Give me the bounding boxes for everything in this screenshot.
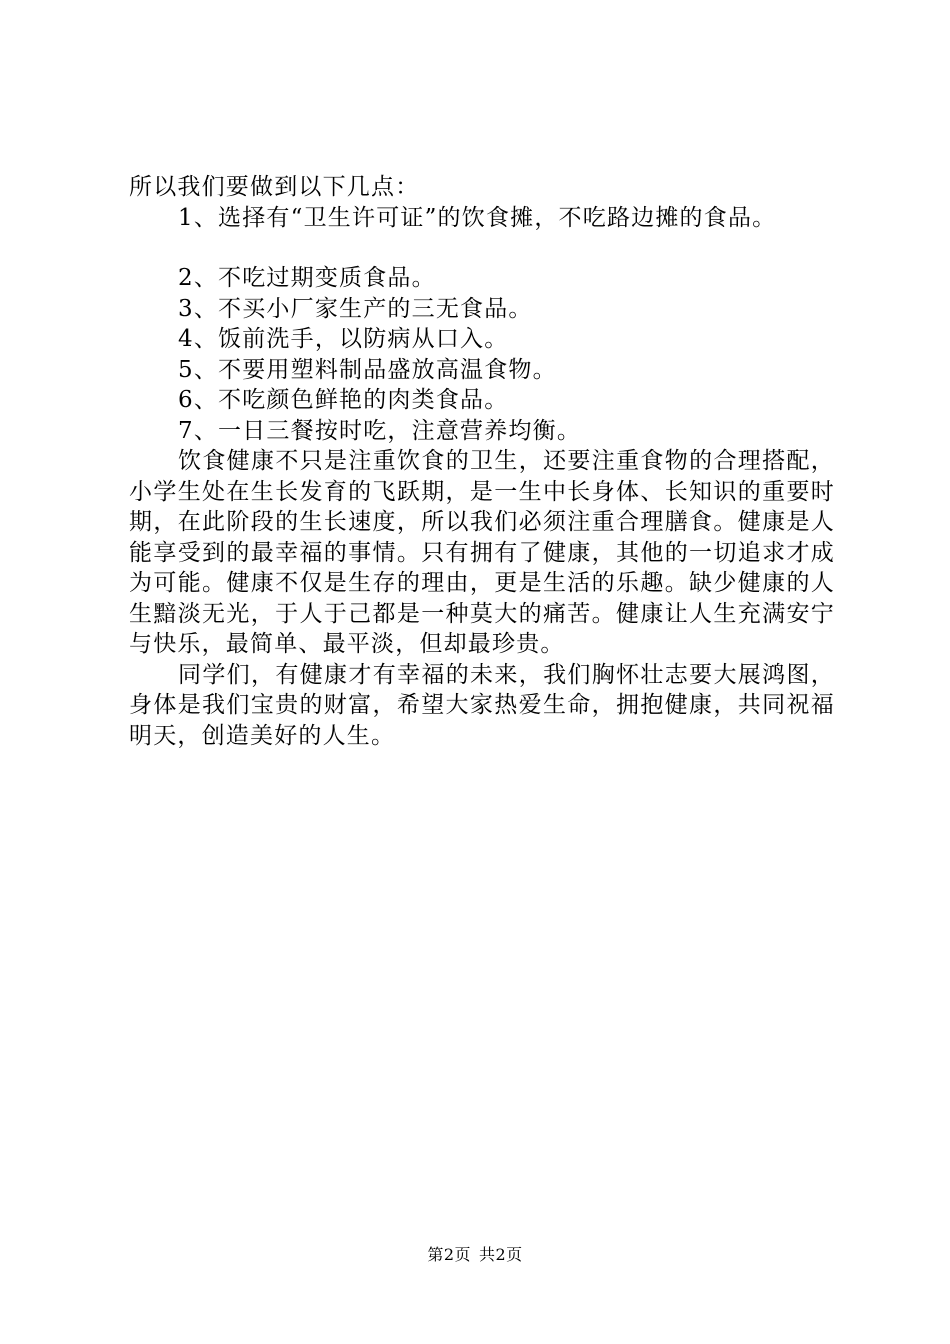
page-total: 共2页 [479,1245,523,1264]
intro-line: 所以我们要做到以下几点： [129,174,420,200]
list-item: 5、不要用塑料制品盛放高温食物。 [178,356,557,383]
list-item: 6、不吃颜色鲜艳的肉类食品。 [178,387,509,413]
page-number: 第2页 [427,1245,471,1264]
list-item: 3、不买小厂家生产的三无食品。 [178,295,533,322]
paragraph: 同学们，有健康才有幸福的未来，我们胸怀壮志要大展鸿图，身体是我们宝贵的财富，希望大家热爱生命，拥抱健康，共同祝福明天，创造美好的人生。 [129,661,835,749]
list-item: 2、不吃过期变质食品。 [178,265,436,291]
list-item: 1、选择有“卫生许可证”的饮食摊，不吃路边摊的食品。 [178,204,777,231]
spacer [129,233,835,263]
list-item: 7、一日三餐按时吃，注意营养均衡。 [178,417,582,444]
document-body [129,172,835,751]
paragraph: 饮食健康不只是注重饮食的卫生，还要注重食物的合理搭配，小学生处在生长发育的飞跃期，是一生中长身体、长知识的重要时期，在此阶段的生长速度，所以我们必须注重合理膳食。健康是人能享受到的最幸福的事情。只有拥有了健康，其他的一切追求才成为可能。健康不仅是生存的理由，更是生活的乐趣。缺少健康的人生黯淡无光，于人于己都是一种莫大的痛苦。健康让人生充满安宁与快乐，最简单、最平淡，但却最珍贵。 [129,448,835,657]
list-item: 4、饭前洗手，以防病从口入。 [178,326,509,352]
page-footer [0,1242,950,1265]
